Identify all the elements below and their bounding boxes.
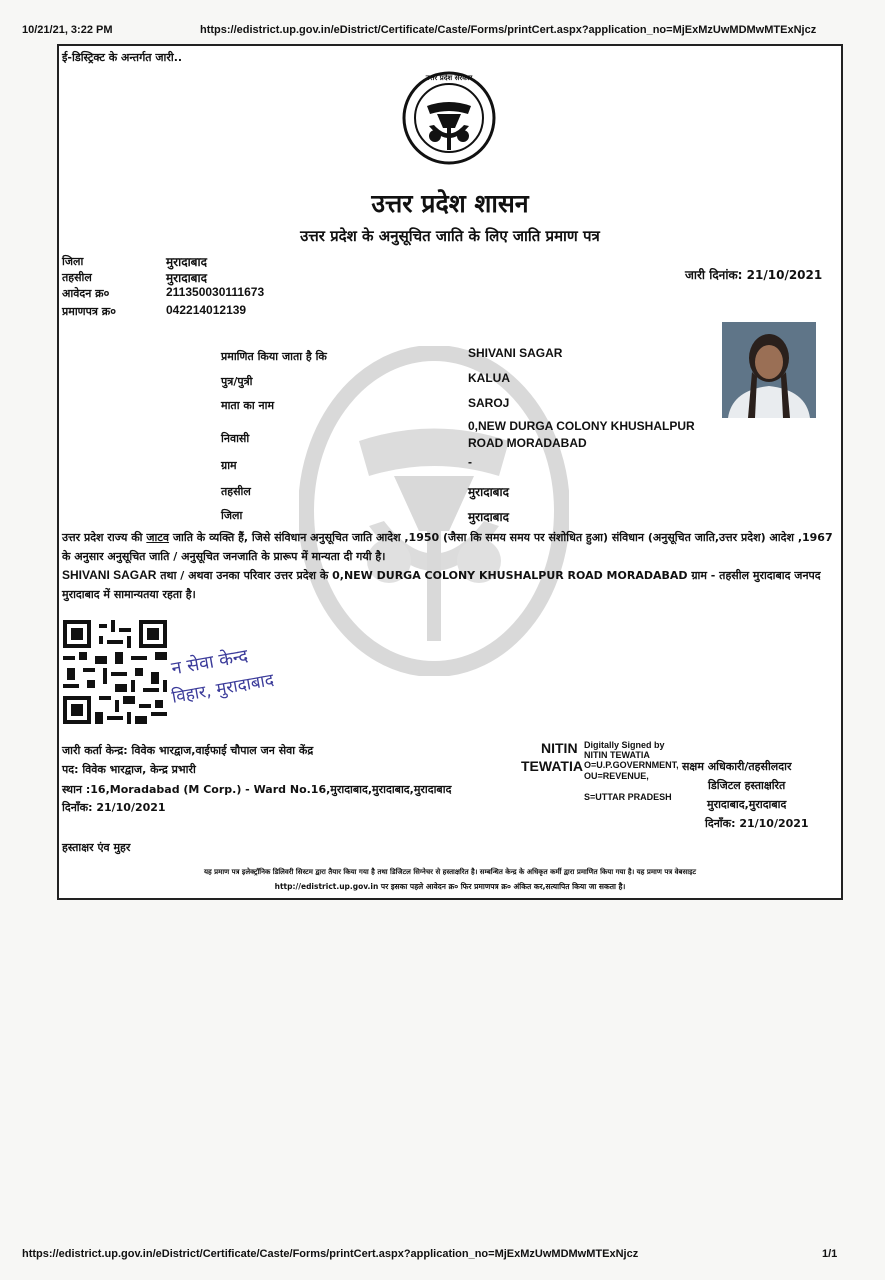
signer-org: O=U.P.GOVERNMENT, [584, 760, 679, 770]
detail-label-district: जिला [221, 509, 243, 522]
detail-label-village: ग्राम [221, 459, 237, 472]
sign-name-line-1: NITIN [541, 740, 578, 756]
detail-label-tehsil: तहसील [221, 485, 251, 498]
detail-value-village: - [468, 455, 472, 469]
officer-location: मुरादाबाद,मुरादाबाद [707, 798, 787, 811]
detail-label-mother: माता का नाम [221, 399, 275, 412]
meta-value-certificate-no: 042214012139 [166, 303, 247, 317]
issue-date [685, 266, 822, 283]
detail-value-parent: KALUA [468, 371, 510, 385]
print-url: https://edistrict.up.gov.in/eDistrict/Certificate/Caste/Forms/printCert.aspx?application_no=MjExMzUwMDMwMTExNjcz [200, 24, 817, 36]
detail-value-tehsil: मुरादाबाद [468, 485, 510, 499]
caste-paragraph-start: उत्तर प्रदेश राज्य की [62, 531, 147, 544]
officer-date: दिनाँक: 21/10/2021 [705, 817, 809, 830]
issuer-date: दिनाँक: 21/10/2021 [62, 801, 166, 814]
detail-value-name: SHIVANI SAGAR [468, 346, 563, 360]
footer-url: https://edistrict.up.gov.in/eDistrict/Certificate/Caste/Forms/printCert.aspx?application_no=MjExMzUwMDMwMTExNjcz [22, 1248, 639, 1260]
emblem-caption: उत्तर प्रदेश सरकार [425, 74, 473, 82]
detail-value-mother: SAROJ [468, 396, 510, 410]
meta-value-application-no: 211350030111673 [166, 285, 265, 299]
caste-name: जाटव [146, 531, 170, 544]
meta-label-tehsil: तहसील [62, 271, 92, 284]
government-title: उत्तर प्रदेश शासन [371, 189, 529, 218]
stamp-line-2: विहार, मुरादाबाद [170, 670, 276, 708]
signer-name: NITIN TEWATIA [584, 750, 650, 760]
issuer-place: स्थान :16,Moradabad (M Corp.) - Ward No.16,मुरादाबाद,मुरादाबाद,मुरादाबाद [62, 783, 452, 796]
signed-by-label: Digitally Signed by [584, 740, 665, 750]
stamp-line-1: न सेवा केन्द [169, 645, 250, 680]
detail-label-son-daughter: पुत्र/पुत्री [221, 375, 253, 388]
caste-paragraph [62, 528, 836, 566]
officer-designation: सक्षम अधिकारी/तहसीलदार [682, 760, 792, 773]
meta-value-tehsil: मुरादाबाद [166, 271, 208, 285]
residence-paragraph [62, 566, 836, 604]
certificate-title: उत्तर प्रदेश के अनुसूचित जाति के लिए जाति प्रमाण पत्र [300, 227, 600, 245]
signer-state: S=UTTAR PRADESH [584, 792, 672, 802]
meta-value-district: मुरादाबाद [166, 255, 208, 269]
issued-under-text: ई-डिस्ट्रिक्ट के अन्तर्गत जारी.. [62, 51, 183, 64]
detail-value-address: 0,NEW DURGA COLONY KHUSHALPUR ROAD MORADABAD [468, 419, 695, 450]
sign-name-line-2: TEWATIA [521, 758, 583, 774]
detail-value-district: मुरादाबाद [468, 510, 510, 524]
certificate [57, 44, 843, 900]
applicant-photo [722, 322, 816, 418]
detail-label-resident: निवासी [221, 432, 250, 445]
qr-code-icon [63, 620, 167, 724]
residence-paragraph-rest: तथा / अथवा उनका परिवार उत्तर प्रदेश के 0,NEW DURGA COLONY KHUSHALPUR ROAD MORADABAD ग्राम - तहसील मुरादाबाद जनपद मुरादाबाद में सामान्यतया रहता है। [62, 569, 821, 601]
watermark-emblem-icon [299, 346, 569, 676]
officer-digital-signed: डिजिटल हस्ताक्षरित [708, 779, 786, 792]
print-datetime: 10/21/21, 3:22 PM [22, 24, 113, 36]
up-government-emblem-icon [401, 70, 497, 166]
caste-paragraph-rest: जाति के व्यक्ति हैं, जिसे संविधान अनुसूचित जाति आदेश ,1950 (जैसा कि समय समय पर संशोधित हुआ) संविधान (अनुसूचित जाति,उत्तर प्रदेश) आदेश ,1967 के अनुसार अनुसूचित जाति / अनुसूचित जनजाति के प्रारूप में मान्यता दी गयी है। [62, 531, 833, 563]
issue-date-label: जारी दिनांक: [685, 268, 743, 282]
detail-label-certify: प्रमाणित किया जाता है कि [221, 350, 327, 363]
signature-label: हस्ताक्षर एंव मुहर [62, 841, 131, 854]
residence-name: SHIVANI SAGAR [62, 568, 157, 582]
disclaimer-line-2: http://edistrict.up.gov.in पर इसका पहले आवेदन क्र० फिर प्रमाणपत्र क्र० अंकित कर,सत्यापित किया जा सकता है। [274, 882, 626, 891]
meta-label-district: जिला [62, 255, 84, 268]
footer-page-number: 1/1 [822, 1248, 838, 1260]
issue-date-value: 21/10/2021 [746, 268, 823, 282]
disclaimer-line-1: यह प्रमाण पत्र इलेक्ट्रॉनिक डिलिवरी सिस्टम द्वारा तैयार किया गया है तथा डिजिटल सिग्नेचर से हस्ताक्षरित है। सम्बन्धित केन्द्र के अधिकृत कर्मी द्वारा प्रमाणित किया गया है। यह प्रमाण पत्र वेबसाइट [203, 868, 697, 876]
signer-unit: OU=REVENUE, [584, 771, 649, 781]
meta-label-application-no: आवेदन क्र० [62, 287, 110, 300]
issuer-center: जारी कर्ता केन्द्र: विवेक भारद्वाज,वाईफाई चौपाल जन सेवा केंद्र [62, 744, 314, 757]
issuer-post: पद: विवेक भारद्वाज, केन्द्र प्रभारी [62, 763, 196, 776]
meta-label-certificate-no: प्रमाणपत्र क्र० [62, 305, 116, 318]
